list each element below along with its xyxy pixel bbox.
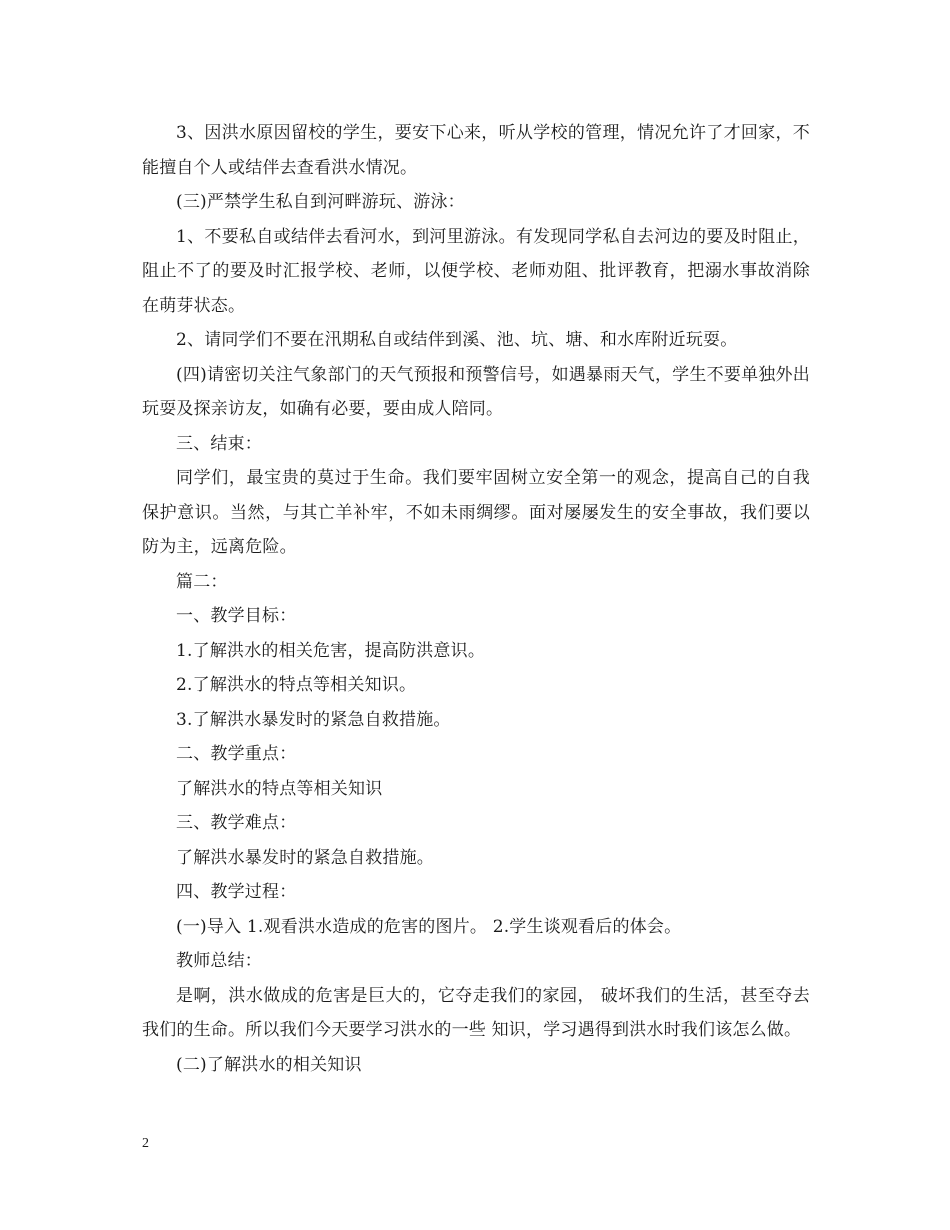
page-number: 2 bbox=[142, 1136, 149, 1151]
heading-teaching-focus: 二、教学重点： bbox=[176, 744, 297, 764]
heading-teaching-goals: 一、教学目标： bbox=[176, 606, 297, 626]
paragraph-teaching-difficulty: 了解洪水暴发时的紧急自救措施。 bbox=[176, 847, 434, 868]
paragraph-weather-alert: (四)请密切关注气象部门的天气预报和预警信号，如遇暴雨天气，学生不要单独外出玩耍及探亲访友，如确有必要，要由成人陪同。 bbox=[142, 364, 810, 419]
paragraph-teaching-focus: 了解洪水的特点等相关知识 bbox=[176, 778, 383, 799]
paragraph-introduction-step: (一)导入 1.观看洪水造成的危害的图片。 2.学生谈观看后的体会。 bbox=[176, 916, 682, 937]
list-item-goal-3: 3.了解洪水暴发时的紧急自救措施。 bbox=[176, 709, 451, 730]
paragraph-teacher-summary: 是啊，洪水做成的危害是巨大的，它夺走我们的家园， 破坏我们的生活，甚至夺去我们的生命。所以我们今天要学习洪水的一些 知识，学习遇得到洪水时我们该怎么做。 bbox=[142, 985, 810, 1040]
paragraph-flood-season-warning: 2、请同学们不要在汛期私自或结伴到溪、池、坑、塘、和水库附近玩耍。 bbox=[176, 330, 738, 350]
heading-flood-knowledge: (二)了解洪水的相关知识 bbox=[176, 1054, 362, 1075]
heading-teacher-summary: 教师总结： bbox=[176, 951, 262, 971]
heading-no-river-swimming: (三)严禁学生私自到河畔游玩、游泳： bbox=[176, 192, 465, 212]
heading-teaching-difficulty: 三、教学难点： bbox=[176, 813, 297, 833]
heading-part-two: 篇二： bbox=[176, 571, 228, 592]
heading-conclusion: 三、结束： bbox=[176, 433, 262, 454]
paragraph-flood-stay-school: 3、因洪水原因留校的学生，要安下心来，听从学校的管理，情况允许了才回家，不能擅自个人或结伴去查看洪水情况。 bbox=[142, 123, 810, 178]
list-item-goal-1: 1.了解洪水的相关危害，提高防洪意识。 bbox=[176, 640, 486, 661]
document-body bbox=[142, 116, 810, 1082]
paragraph-conclusion: 同学们，最宝贵的莫过于生命。我们要牢固树立安全第一的观念，提高自己的自我保护意识。当然，与其亡羊补牢，不如未雨绸缪。面对屡屡发生的安全事故，我们要以防为主，远离危险。 bbox=[142, 468, 810, 557]
list-item-goal-2: 2.了解洪水的特点等相关知识。 bbox=[176, 675, 417, 695]
heading-teaching-process: 四、教学过程： bbox=[176, 882, 297, 902]
paragraph-no-river-visit: 1、不要私自或结伴去看河水，到河里游泳。有发现同学私自去河边的要及时阻止，阻止不了的要及时汇报学校、老师，以便学校、老师劝阻、批评教育，把溺水事故消除在萌芽状态。 bbox=[142, 226, 810, 316]
